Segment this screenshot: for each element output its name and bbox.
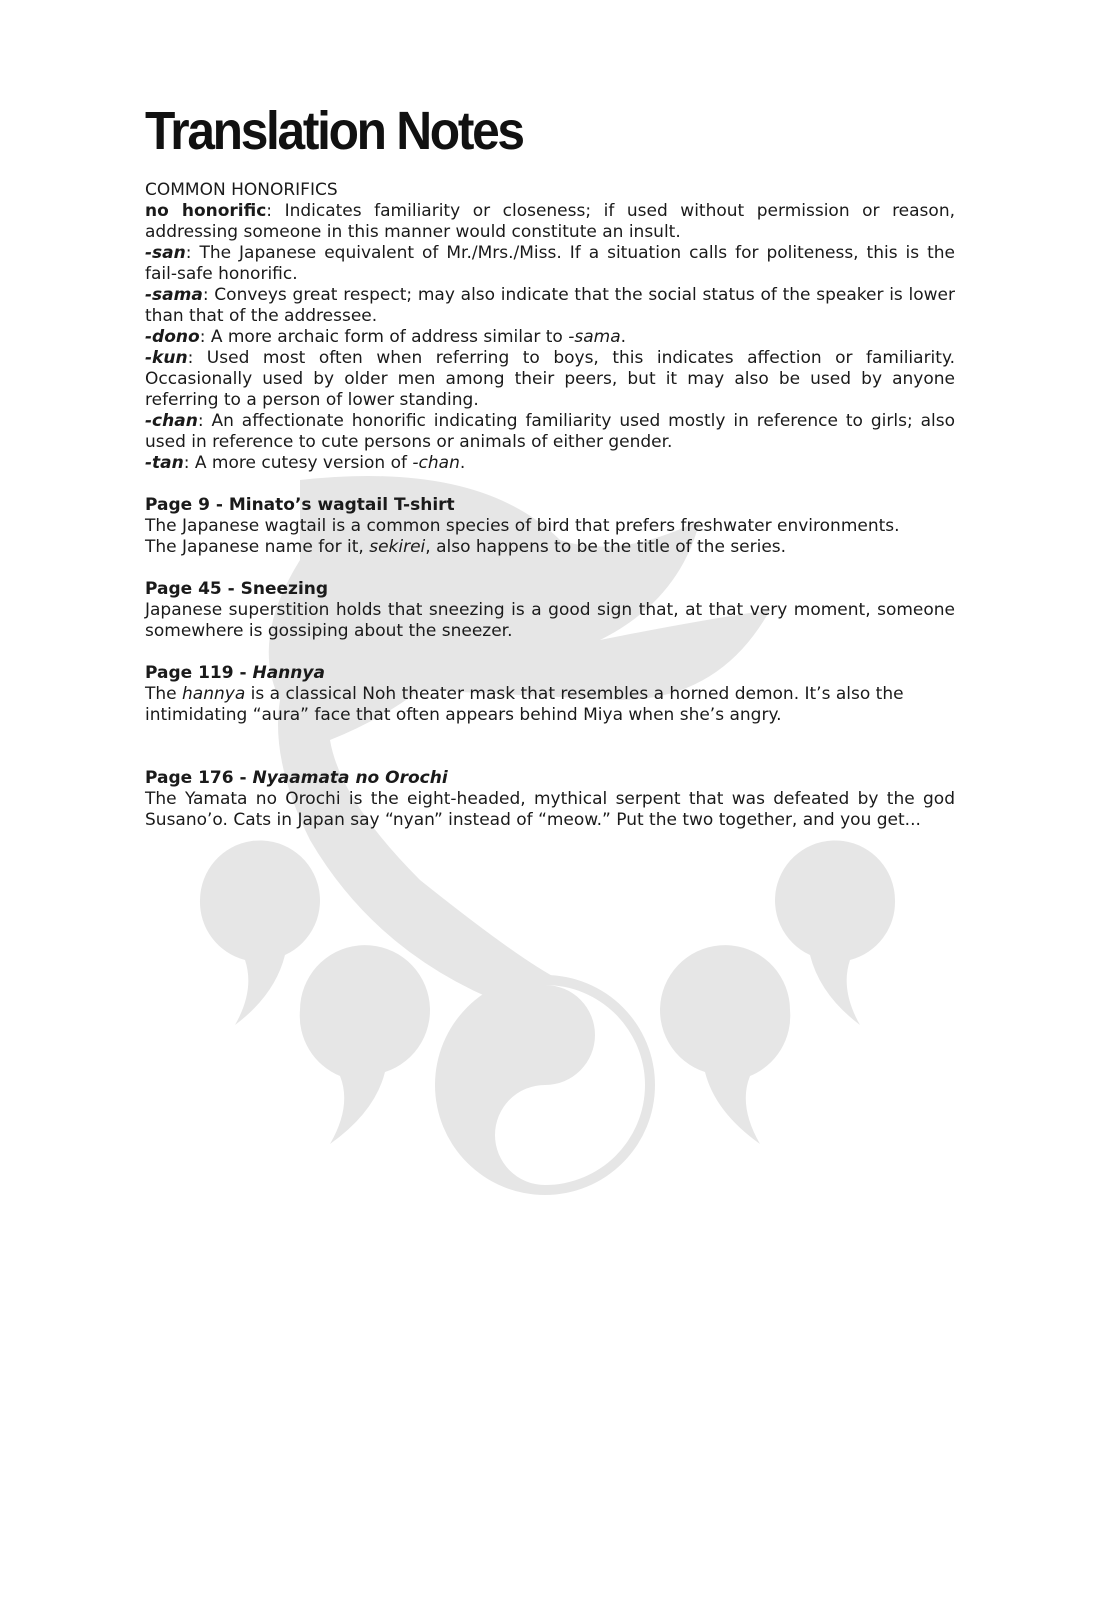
honorifics-section bbox=[145, 180, 955, 474]
note-title bbox=[145, 768, 955, 789]
page-title: Translation Notes bbox=[145, 101, 523, 161]
note-text: The Japanese name for it, bbox=[145, 537, 370, 557]
note-body: Japanese superstition holds that sneezing is a good sign that, at that very moment, someone somewhere is gossiping about the sneezer. bbox=[145, 600, 955, 641]
page-content bbox=[145, 100, 955, 852]
note-italic: hannya bbox=[182, 684, 246, 704]
tomoe-right-inner bbox=[660, 945, 790, 1144]
note-topic: Minato’s wagtail T-shirt bbox=[228, 495, 455, 515]
honorific-term: -sama bbox=[145, 285, 203, 305]
honorific-desc: : A more cutesy version of bbox=[183, 453, 413, 473]
punctuation: . bbox=[459, 453, 466, 473]
honorific-ref: -chan bbox=[412, 453, 460, 473]
note-page-label: Page 45 - bbox=[145, 579, 241, 599]
note-body bbox=[145, 684, 955, 726]
note-page-176 bbox=[145, 768, 955, 831]
honorific-entry bbox=[145, 411, 955, 453]
honorific-entry bbox=[145, 285, 955, 327]
note-page-label: Page 9 - bbox=[145, 495, 229, 515]
note-page-119 bbox=[145, 663, 955, 726]
note-body bbox=[145, 537, 955, 558]
note-title bbox=[145, 495, 955, 516]
honorific-desc: : Conveys great respect; may also indicate that the social status of the speaker is lower than that of the addressee. bbox=[145, 285, 955, 326]
honorific-entry bbox=[145, 327, 955, 348]
honorific-entry bbox=[145, 453, 955, 474]
yin-yang-dot-light bbox=[511, 1114, 539, 1142]
honorific-desc: : Used most often when referring to boys, this indicates affection or familiarity. Occasionally used by older men among their peers, but it may also be used by anyone referring to a person of lower standing. bbox=[145, 348, 955, 410]
punctuation: . bbox=[620, 327, 627, 347]
honorific-desc: : The Japanese equivalent of Mr./Mrs./Miss. If a situation calls for politeness, this is the fail-safe honorific. bbox=[145, 243, 955, 284]
note-title bbox=[145, 663, 955, 684]
honorific-desc: : A more archaic form of address similar to bbox=[199, 327, 569, 347]
note-text: is a classical Noh theater mask that resembles a horned demon. It’s also the intimidating “aura” face that often appears behind Miya when she’s angry. bbox=[145, 684, 904, 725]
note-italic: sekirei bbox=[369, 537, 426, 557]
note-page-45 bbox=[145, 579, 955, 642]
note-page-label: Page 176 - bbox=[145, 768, 253, 788]
honorific-ref: -sama bbox=[568, 327, 621, 347]
note-topic: Sneezing bbox=[240, 579, 329, 599]
honorific-desc: : Indicates familiarity or closeness; if used without permission or reason, addressing someone in this manner would constitute an insult. bbox=[145, 201, 955, 242]
honorific-entry bbox=[145, 201, 955, 243]
honorific-term: -kun bbox=[145, 348, 188, 368]
spacer bbox=[145, 747, 955, 768]
honorific-entry bbox=[145, 243, 955, 285]
note-body: The Yamata no Orochi is the eight-headed, mythical serpent that was defeated by the god Susano’o. Cats in Japan say “nyan” instead of “meow.” Put the two together, and you get... bbox=[145, 789, 955, 830]
honorific-term: -dono bbox=[145, 327, 200, 347]
honorifics-heading: COMMON HONORIFICS bbox=[145, 180, 338, 200]
honorific-term: -chan bbox=[145, 411, 198, 431]
honorific-entry bbox=[145, 348, 955, 411]
note-topic: Hannya bbox=[252, 663, 325, 683]
note-page-label: Page 119 - bbox=[145, 663, 253, 683]
note-topic: Nyaamata no Orochi bbox=[252, 768, 448, 788]
honorific-term: no honorific bbox=[145, 201, 267, 221]
yin-yang-dot-dark bbox=[551, 1024, 583, 1056]
note-body: The Japanese wagtail is a common species of bird that prefers freshwater environments. bbox=[145, 516, 900, 536]
honorific-term: -san bbox=[145, 243, 186, 263]
honorific-term: -tan bbox=[145, 453, 184, 473]
honorific-desc: : An affectionate honorific indicating familiarity used mostly in reference to girls; also used in reference to cute persons or animals of either gender. bbox=[145, 411, 955, 452]
note-title bbox=[145, 579, 955, 600]
tomoe-left-inner bbox=[300, 945, 430, 1144]
note-text: The bbox=[145, 684, 183, 704]
tomoe-right-outer bbox=[775, 840, 895, 1025]
note-page-9 bbox=[145, 495, 955, 558]
note-text: , also happens to be the title of the series. bbox=[425, 537, 787, 557]
